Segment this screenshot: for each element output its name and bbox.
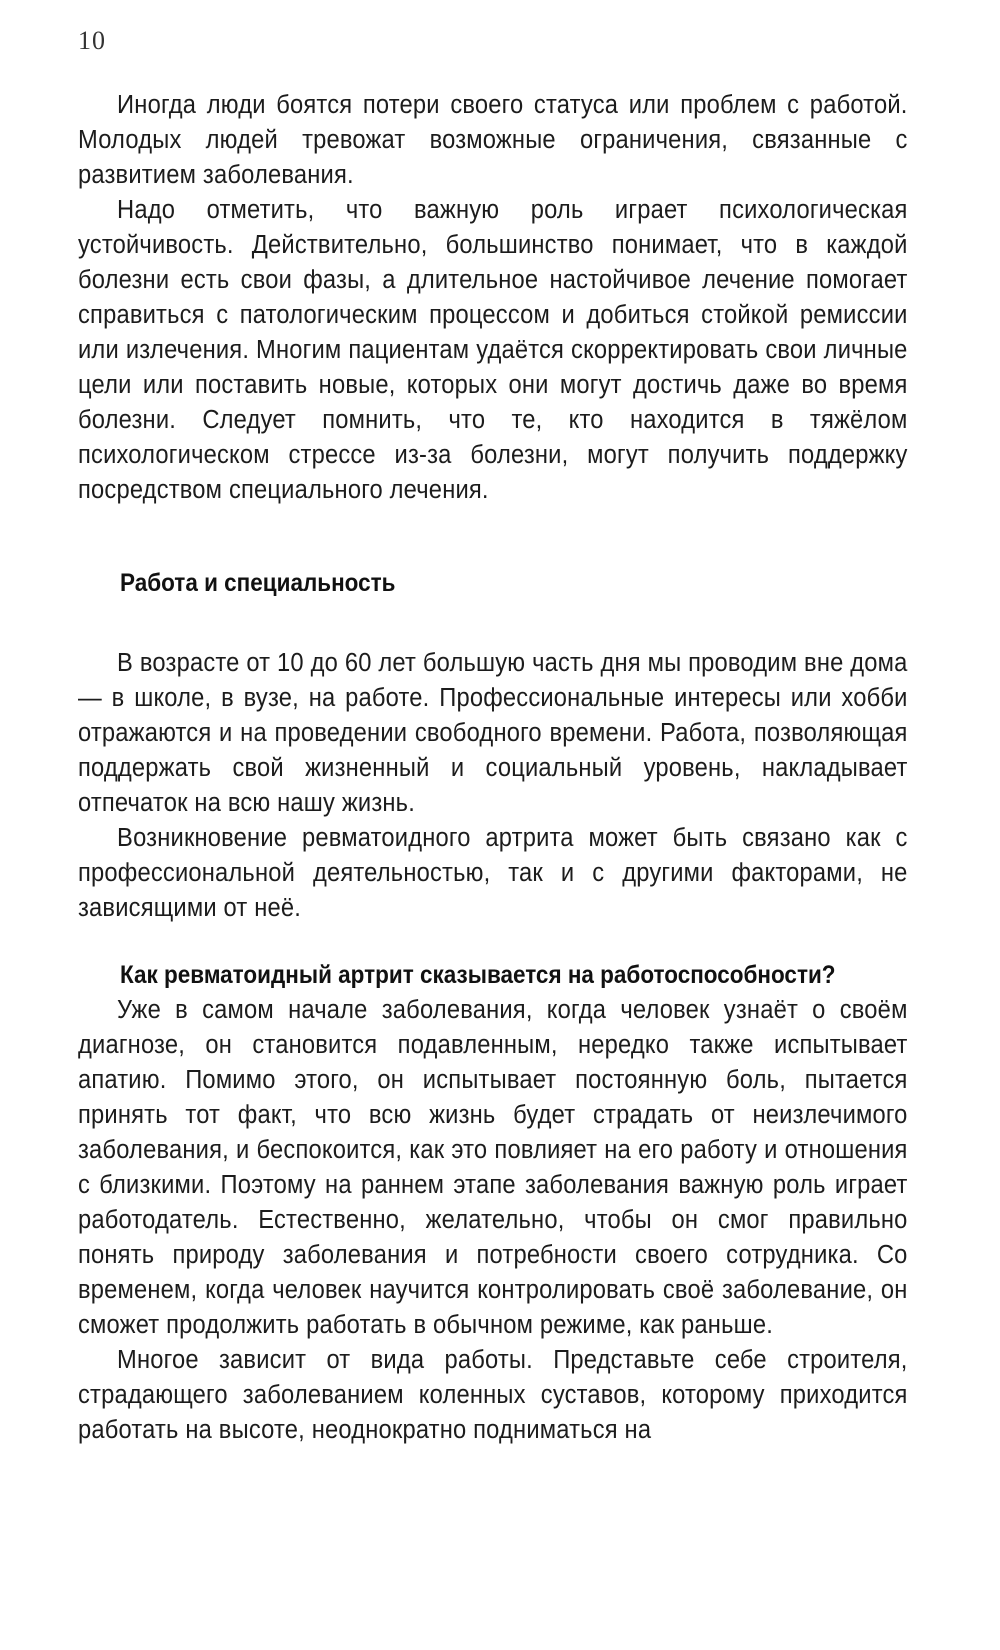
page-number: 10 <box>78 26 106 55</box>
ability-text-block <box>78 993 908 1448</box>
paragraph: Надо отметить, что важную роль играет психологическая устойчивость. Действительно, большинство понимает, что в каждой болезни есть свои фазы, а длительное настойчивое лечение помогает справиться с патологическим процессом и добиться стойкой ремиссии или излечения. Многим пациентам удаётся скорректировать свои личные цели или поставить новые, которых они могут достичь даже во время болезни. Следует помнить, что те, кто находится в тяжёлом психологическом стрессе из-за болезни, могут получить поддержку посредством специального лечения. <box>78 196 908 504</box>
paragraph: Многое зависит от вида работы. Представьте себе строителя, страдающего заболеванием коленных суставов, которому приходится работать на высоте, неоднократно подниматься на <box>78 1346 908 1444</box>
work-text-block <box>78 646 908 926</box>
paragraph: Возникновение ревматоидного артрита может быть связано как с профессиональной деятельностью, так и с другими факторами, не зависящими от неё. <box>78 824 908 922</box>
intro-text-block <box>78 88 908 508</box>
paragraph: Уже в самом начале заболевания, когда человек узнаёт о своём диагнозе, он становится подавленным, нередко также испытывает апатию. Помимо этого, он испытывает постоянную боль, пытается принять тот факт, что всю жизнь будет страдать от неизлечимого заболевания, и беспокоится, как это повлияет на его работу и отношения с близкими. Поэтому на раннем этапе заболевания важную роль играет работодатель. Естественно, желательно, чтобы он смог правильно понять природу заболевания и потребности своего сотрудника. Со временем, когда человек научится контролировать своё заболевание, он сможет продолжить работать в обычном режиме, как раньше. <box>78 996 908 1339</box>
paragraph: Иногда люди боятся потери своего статуса или проблем с работой. Молодых людей тревожат возможные ограничения, связанные с развитием заболевания. <box>78 91 908 189</box>
section-heading-ability: Как ревматоидный артрит сказывается на работоспособности? <box>120 961 836 989</box>
paragraph: В возрасте от 10 до 60 лет большую часть дня мы проводим вне дома — в школе, в вузе, на работе. Профессиональные интересы или хобби отражаются и на проведении свободного времени. Работа, позволяющая поддержать свой жизненный и социальный уровень, накладывает отпечаток на всю нашу жизнь. <box>78 649 908 817</box>
section-heading-work: Работа и специальность <box>120 569 396 597</box>
